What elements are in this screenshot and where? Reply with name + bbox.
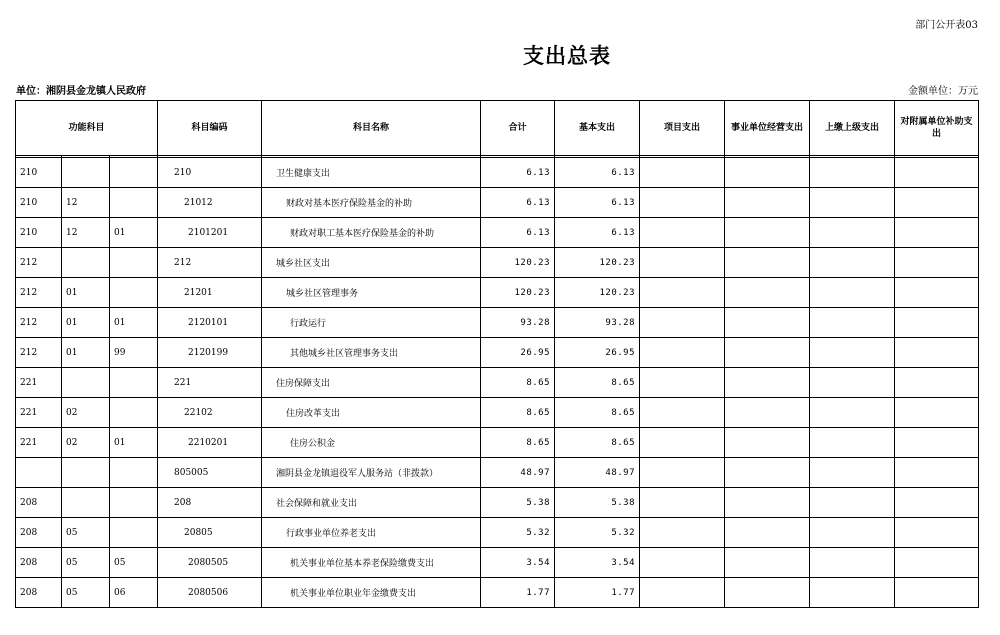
upper-value (810, 278, 895, 308)
func-item (110, 278, 158, 308)
func-section (62, 158, 110, 188)
func-section (62, 248, 110, 278)
basic-value: 5.38 (555, 488, 640, 518)
business-value (725, 278, 810, 308)
basic-value: 48.97 (555, 458, 640, 488)
table-header-row (16, 101, 979, 156)
subsidy-value (895, 518, 979, 548)
project-value (640, 338, 725, 368)
subsidy-value (895, 578, 979, 608)
project-value (640, 578, 725, 608)
subject-name: 行政事业单位养老支出 (262, 518, 481, 548)
subject-code: 2080505 (158, 548, 262, 578)
func-class: 212 (16, 278, 62, 308)
subject-name: 卫生健康支出 (262, 158, 481, 188)
table-row (16, 518, 979, 548)
total-value: 6.13 (481, 218, 555, 248)
subject-name: 财政对基本医疗保险基金的补助 (262, 188, 481, 218)
business-value (725, 428, 810, 458)
func-section: 02 (62, 398, 110, 428)
total-value: 5.38 (481, 488, 555, 518)
func-section (62, 488, 110, 518)
header-project: 项目支出 (640, 101, 725, 156)
total-value: 8.65 (481, 368, 555, 398)
table-row (16, 278, 979, 308)
project-value (640, 398, 725, 428)
func-item: 99 (110, 338, 158, 368)
subsidy-value (895, 428, 979, 458)
business-value (725, 548, 810, 578)
business-value (725, 488, 810, 518)
upper-value (810, 368, 895, 398)
project-value (640, 368, 725, 398)
upper-value (810, 578, 895, 608)
func-item (110, 368, 158, 398)
func-class: 212 (16, 338, 62, 368)
header-business: 事业单位经营支出 (725, 101, 810, 156)
basic-value: 93.28 (555, 308, 640, 338)
func-item: 01 (110, 428, 158, 458)
basic-value: 120.23 (555, 278, 640, 308)
business-value (725, 458, 810, 488)
table-row (16, 368, 979, 398)
subject-name: 社会保障和就业支出 (262, 488, 481, 518)
basic-value: 6.13 (555, 188, 640, 218)
project-value (640, 158, 725, 188)
func-section: 01 (62, 278, 110, 308)
table-row (16, 188, 979, 218)
upper-value (810, 308, 895, 338)
subject-name: 住房公积金 (262, 428, 481, 458)
business-value (725, 338, 810, 368)
func-section: 05 (62, 518, 110, 548)
func-class: 208 (16, 548, 62, 578)
business-value (725, 158, 810, 188)
subject-code: 21201 (158, 278, 262, 308)
func-section: 12 (62, 188, 110, 218)
func-item: 05 (110, 548, 158, 578)
subject-name: 机关事业单位职业年金缴费支出 (262, 578, 481, 608)
total-value: 8.65 (481, 428, 555, 458)
func-item (110, 458, 158, 488)
basic-value: 6.13 (555, 158, 640, 188)
document-number: 部门公开表03 (915, 20, 978, 31)
total-value: 26.95 (481, 338, 555, 368)
func-section: 05 (62, 548, 110, 578)
subject-name: 住房改革支出 (262, 398, 481, 428)
func-item: 01 (110, 218, 158, 248)
upper-value (810, 248, 895, 278)
table-row (16, 458, 979, 488)
project-value (640, 548, 725, 578)
func-class: 208 (16, 518, 62, 548)
subject-code: 21012 (158, 188, 262, 218)
business-value (725, 368, 810, 398)
basic-value: 6.13 (555, 218, 640, 248)
func-item (110, 158, 158, 188)
upper-value (810, 488, 895, 518)
func-item (110, 488, 158, 518)
total-value: 1.77 (481, 578, 555, 608)
func-class: 210 (16, 218, 62, 248)
total-value: 6.13 (481, 158, 555, 188)
subject-name: 湘阴县金龙镇退役军人服务站（非拨款） (262, 458, 481, 488)
table-row (16, 308, 979, 338)
subsidy-value (895, 338, 979, 368)
subject-name: 住房保障支出 (262, 368, 481, 398)
func-item: 01 (110, 308, 158, 338)
subject-code: 210 (158, 158, 262, 188)
subject-name: 城乡社区支出 (262, 248, 481, 278)
subject-code: 22102 (158, 398, 262, 428)
upper-value (810, 218, 895, 248)
subject-code: 2210201 (158, 428, 262, 458)
total-value: 120.23 (481, 248, 555, 278)
func-class: 210 (16, 188, 62, 218)
subsidy-value (895, 458, 979, 488)
header-total: 合计 (481, 101, 555, 156)
business-value (725, 398, 810, 428)
func-item (110, 188, 158, 218)
basic-value: 8.65 (555, 398, 640, 428)
project-value (640, 428, 725, 458)
total-value: 93.28 (481, 308, 555, 338)
project-value (640, 488, 725, 518)
unit-label: 单位：湘阴县金龙镇人民政府 (16, 86, 146, 97)
subject-code: 212 (158, 248, 262, 278)
project-value (640, 518, 725, 548)
subsidy-value (895, 548, 979, 578)
header-basic: 基本支出 (555, 101, 640, 156)
subject-code: 20805 (158, 518, 262, 548)
total-value: 5.32 (481, 518, 555, 548)
table-row (16, 578, 979, 608)
header-upper: 上缴上级支出 (810, 101, 895, 156)
basic-value: 26.95 (555, 338, 640, 368)
upper-value (810, 458, 895, 488)
func-class (16, 458, 62, 488)
table-row (16, 398, 979, 428)
func-class: 221 (16, 398, 62, 428)
basic-value: 1.77 (555, 578, 640, 608)
table-row (16, 548, 979, 578)
table-row (16, 218, 979, 248)
func-class: 221 (16, 428, 62, 458)
basic-value: 8.65 (555, 368, 640, 398)
page-title: 支出总表 (523, 44, 611, 68)
business-value (725, 218, 810, 248)
project-value (640, 458, 725, 488)
subsidy-value (895, 278, 979, 308)
func-section: 01 (62, 338, 110, 368)
business-value (725, 308, 810, 338)
upper-value (810, 398, 895, 428)
subsidy-value (895, 398, 979, 428)
project-value (640, 218, 725, 248)
total-value: 8.65 (481, 398, 555, 428)
table-body (16, 156, 979, 608)
func-item: 06 (110, 578, 158, 608)
upper-value (810, 518, 895, 548)
subject-code: 208 (158, 488, 262, 518)
subsidy-value (895, 308, 979, 338)
upper-value (810, 338, 895, 368)
func-class: 210 (16, 158, 62, 188)
func-section (62, 458, 110, 488)
basic-value: 120.23 (555, 248, 640, 278)
business-value (725, 188, 810, 218)
subsidy-value (895, 488, 979, 518)
upper-value (810, 548, 895, 578)
func-class: 221 (16, 368, 62, 398)
func-class: 212 (16, 308, 62, 338)
func-item (110, 518, 158, 548)
subject-code: 2101201 (158, 218, 262, 248)
business-value (725, 248, 810, 278)
subject-code: 805005 (158, 458, 262, 488)
subject-code: 221 (158, 368, 262, 398)
expenditure-table (15, 100, 979, 608)
total-value: 120.23 (481, 278, 555, 308)
project-value (640, 278, 725, 308)
subject-code: 2120101 (158, 308, 262, 338)
total-value: 48.97 (481, 458, 555, 488)
func-section: 01 (62, 308, 110, 338)
header-name: 科目名称 (262, 101, 481, 156)
func-section: 02 (62, 428, 110, 458)
basic-value: 5.32 (555, 518, 640, 548)
business-value (725, 518, 810, 548)
upper-value (810, 428, 895, 458)
subject-name: 其他城乡社区管理事务支出 (262, 338, 481, 368)
table-row (16, 158, 979, 188)
table-row (16, 248, 979, 278)
table-row (16, 338, 979, 368)
subsidy-value (895, 188, 979, 218)
money-unit-label: 金额单位：万元 (908, 86, 978, 97)
table-row (16, 488, 979, 518)
subject-code: 2120199 (158, 338, 262, 368)
subsidy-value (895, 248, 979, 278)
project-value (640, 248, 725, 278)
func-item (110, 248, 158, 278)
upper-value (810, 158, 895, 188)
upper-value (810, 188, 895, 218)
subsidy-value (895, 368, 979, 398)
total-value: 6.13 (481, 188, 555, 218)
subsidy-value (895, 158, 979, 188)
header-func-subject: 功能科目 (16, 101, 158, 156)
func-section (62, 368, 110, 398)
subject-name: 财政对职工基本医疗保险基金的补助 (262, 218, 481, 248)
project-value (640, 308, 725, 338)
subject-name: 城乡社区管理事务 (262, 278, 481, 308)
basic-value: 8.65 (555, 428, 640, 458)
subject-code: 2080506 (158, 578, 262, 608)
func-class: 208 (16, 578, 62, 608)
table-row (16, 428, 979, 458)
business-value (725, 578, 810, 608)
subject-name: 机关事业单位基本养老保险缴费支出 (262, 548, 481, 578)
func-class: 208 (16, 488, 62, 518)
project-value (640, 188, 725, 218)
func-section: 12 (62, 218, 110, 248)
header-code: 科目编码 (158, 101, 262, 156)
subsidy-value (895, 218, 979, 248)
func-item (110, 398, 158, 428)
subject-name: 行政运行 (262, 308, 481, 338)
basic-value: 3.54 (555, 548, 640, 578)
header-subsidy: 对附属单位补助支出 (895, 101, 979, 156)
total-value: 3.54 (481, 548, 555, 578)
func-section: 05 (62, 578, 110, 608)
func-class: 212 (16, 248, 62, 278)
